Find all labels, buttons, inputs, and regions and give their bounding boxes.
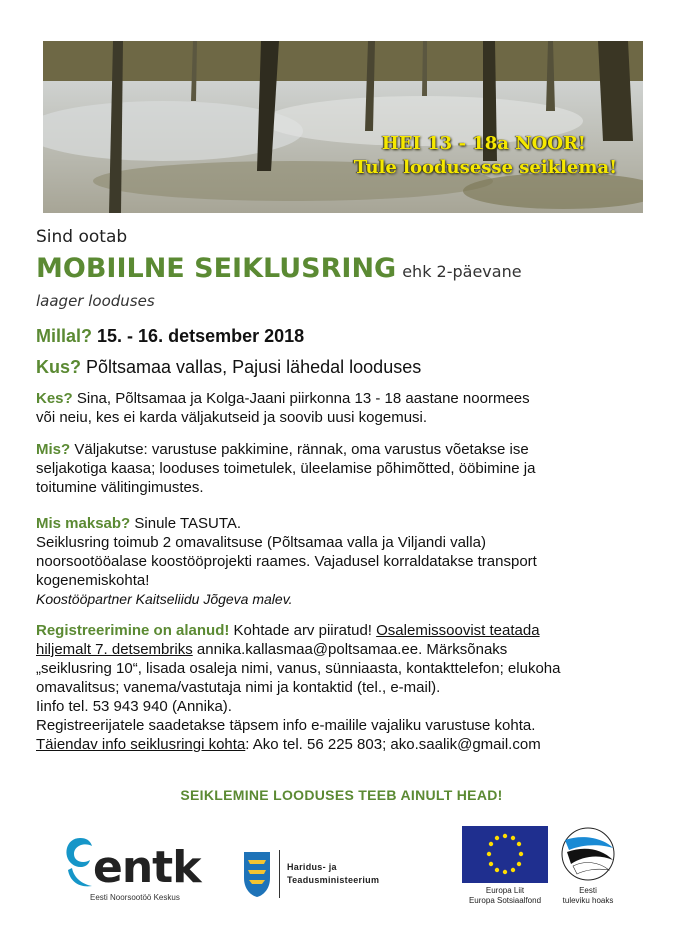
title-sub: ehk 2-päevane <box>402 262 522 281</box>
who-section <box>36 389 646 427</box>
swallow-flag-icon <box>553 826 623 884</box>
cost-value: Sinule TASUTA. <box>134 515 242 532</box>
estonia-future-caption <box>553 886 623 906</box>
registration-deadline-part2: hiljemalt 7. detsembriks <box>36 641 193 658</box>
eu-logo <box>462 826 548 906</box>
cost-line3: noorsootööalase koostööprojekti raames. Vajadusel korraldatakse transport <box>36 553 537 570</box>
registration-email[interactable]: annika.kallasmaa@poltsamaa.ee. Märksõnaks <box>196 641 508 658</box>
cost-line4: kogenemiskohta! <box>36 572 150 589</box>
title-main: MOBIILNE SEIKLUSRING <box>36 253 397 284</box>
title-sub2: laager looduses <box>36 292 155 310</box>
intro-text: Sind ootab <box>36 227 128 247</box>
eu-line2: Europa Sotsiaalfond <box>468 896 542 905</box>
registration-line3: „seiklusring 10“, lisada osaleja nimi, vanus, sünniaasta, kontakttelefon; elukoha <box>36 660 561 677</box>
when-value: 15. - 16. detsember 2018 <box>97 326 305 346</box>
entk-wordmark: entk <box>93 842 201 893</box>
eu-stars-icon <box>462 826 548 883</box>
eu-line1: Europa Liit <box>485 886 525 895</box>
who-line2: või neiu, kes ei karda väljakutseid ja soovib uusi kogemusi. <box>36 409 428 426</box>
registration-line4: omavalitsus; vanema/vastutaja nimi ja kontaktid (tel., e-mail). <box>36 679 441 696</box>
registration-line5: Iinfo tel. 53 943 940 (Annika). <box>36 698 232 715</box>
etl-line1: Eesti <box>579 886 597 895</box>
more-info-label: Täiendav info seiklusringi kohta <box>36 736 246 753</box>
htm-text <box>287 861 379 887</box>
htm-logo <box>242 850 412 900</box>
hero-photo <box>43 41 643 213</box>
who-label: Kes? <box>36 390 73 407</box>
eu-caption <box>456 886 554 906</box>
what-line3: toitumine välitingimustes. <box>36 479 204 496</box>
cost-line2: Seiklusring toimub 2 omavalitsuse (Põltsamaa valla ja Viljandi valla) <box>36 534 486 551</box>
registration-section <box>36 621 646 754</box>
who-line1: Sina, Põltsamaa ja Kolga-Jaani piirkonna 13 - 18 aastane noormees <box>76 390 530 407</box>
what-section <box>36 440 646 497</box>
estonia-future-logo <box>553 826 623 906</box>
htm-line2: Teadusministeerium <box>287 875 380 885</box>
when-label: Millal? <box>36 326 93 346</box>
hero-line2: Tule loodusesse seiklema! <box>353 157 617 178</box>
when-row <box>36 326 304 347</box>
eu-flag-icon <box>462 826 548 883</box>
where-label: Kus? <box>36 357 81 377</box>
slogan: SEIKLEMINE LOODUSES TEEB AINULT HEAD! <box>180 787 503 803</box>
more-info-contact[interactable]: : Ako tel. 56 225 803; ako.saalik@gmail.com <box>245 736 541 753</box>
where-value: Põltsamaa vallas, Pajusi lähedal looduses <box>86 357 422 377</box>
what-label: Mis? <box>36 441 71 458</box>
registration-line6: Registreerijatele saadetakse täpsem info e-mailile vajaliku varustuse kohta. <box>36 717 536 734</box>
etl-line2: tuleviku hoaks <box>562 896 614 905</box>
where-row <box>36 357 421 378</box>
page-title <box>36 253 522 284</box>
registration-text1: Kohtade arv piiratud! <box>233 622 372 639</box>
registration-deadline-part1: Osalemissoovist teatada <box>376 622 540 639</box>
entk-logo <box>60 830 200 905</box>
forest-illustration <box>43 41 643 213</box>
hero-line1: HEI 13 - 18a NOOR! <box>381 133 586 154</box>
entk-caption: Eesti Noorsootöö Keskus <box>90 893 180 902</box>
htm-divider <box>279 850 280 898</box>
registration-label: Registreerimine on alanud! <box>36 622 230 639</box>
cost-partner: Koostööpartner Kaitseliidu Jõgeva malev. <box>36 591 293 607</box>
hero-heading <box>354 133 617 178</box>
what-line1: Väljakutse: varustuse pakkimine, rännak, oma varustus võetakse ise <box>74 441 529 458</box>
coat-of-arms-icon <box>242 850 272 898</box>
htm-line1: Haridus- ja <box>287 862 337 872</box>
cost-label: Mis maksab? <box>36 515 131 532</box>
cost-section <box>36 514 646 609</box>
what-line2: seljakotiga kaasa; looduses toimetulek, üleelamise põhimõtted, ööbimine ja <box>36 460 536 477</box>
